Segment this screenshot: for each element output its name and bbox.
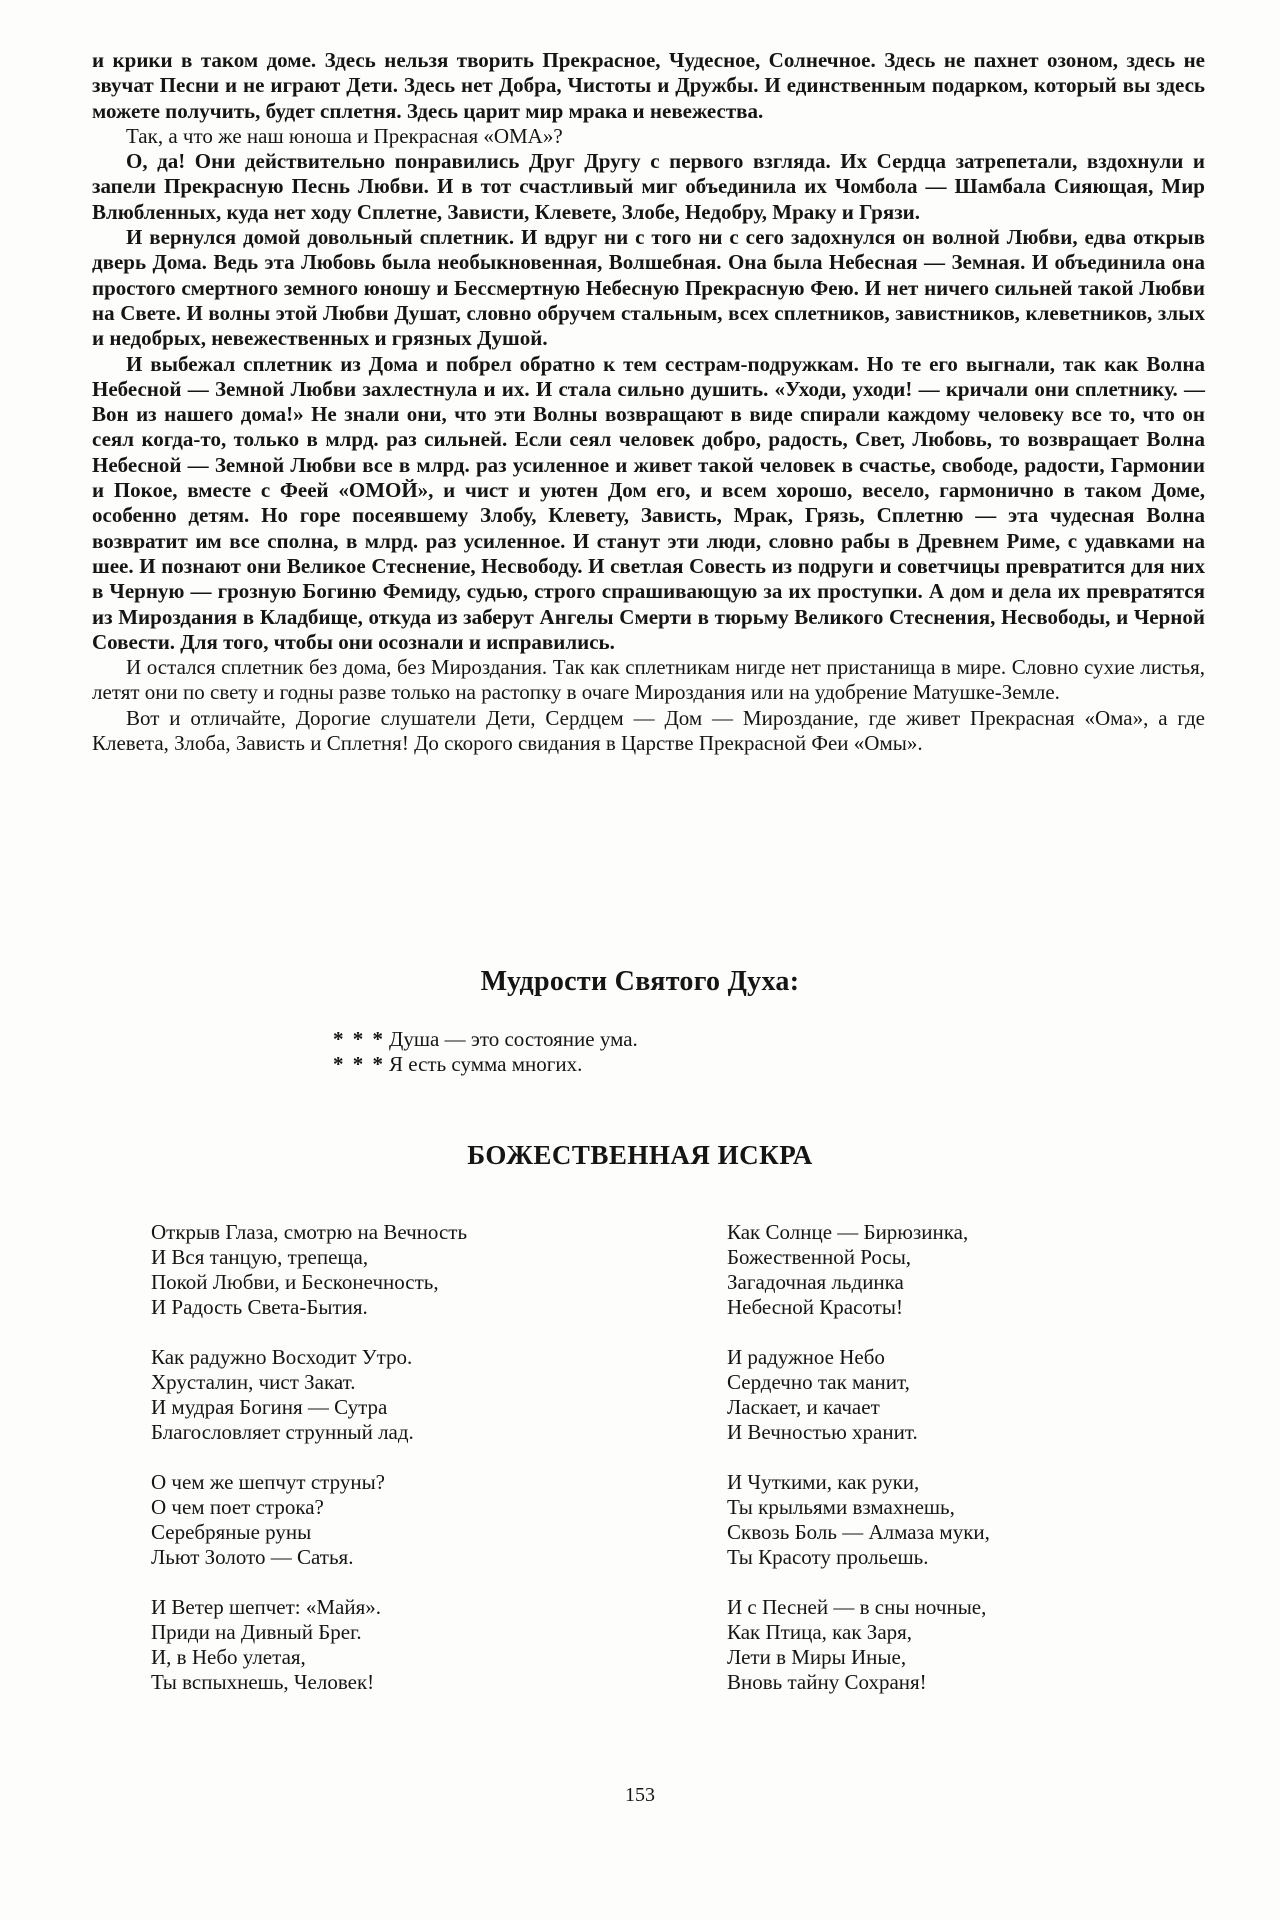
wisdom-item: [333, 1027, 638, 1052]
poem-line: Ты крыльями взмахнешь,: [727, 1495, 955, 1519]
poem-line: И Ветер шепчет: «Майя».: [151, 1595, 382, 1619]
poem-line: И Вечностью хранит.: [727, 1420, 918, 1444]
poem-line: Ты вспыхнешь, Человек!: [151, 1670, 375, 1694]
paragraph: и крики в таком доме. Здесь нельзя творить Прекрасное, Чудесное, Солнечное. Здесь не пахнет озоном, здесь не звучат Песни и не играют Дети. Здесь нет Добра, Чистоты и Дружбы. И единственным подарком, который вы здесь можете получить, будет сплетня. Здесь царит мир мрака и невежества.: [92, 48, 1205, 123]
paragraph: И вернулся домой довольный сплетник. И вдруг ни с того ни с сего задохнулся он волной Любви, едва открыв дверь Дома. Ведь эта Любовь была необыкновенная, Волшебная. Она была Небесная — Земная. И объединила она простого смертного земного юношу и Бессмертную Небесную Прекрасную Фею. И нет ничего сильней такой Любви на Свете. И волны этой Любви Душат, словно обручем стальным, всех сплетников, завистников, клеветников, злых и недобрых, невежественных и грязных Душой.: [92, 225, 1205, 351]
poem-line: Загадочная льдинка: [727, 1270, 904, 1294]
asterisk-marker: * * *: [333, 1052, 385, 1076]
page-number: 153: [625, 1784, 655, 1806]
poem-line: Как Птица, как Заря,: [727, 1620, 913, 1644]
poem-stanza: [727, 1220, 990, 1320]
poem-line: Сквозь Боль — Алмаза муки,: [727, 1520, 990, 1544]
poem-line: Как радужно Восходит Утро.: [151, 1345, 413, 1369]
poem-line: Приди на Дивный Брег.: [151, 1620, 362, 1644]
paragraph: И выбежал сплетник из Дома и побрел обратно к тем сестрам-подружкам. Но те его выгнали, так как Волна Небесной — Земной Любви захлестнула и их. И стала сильно душить. «Уходи, уходи! — кричали они сплетнику. — Вон из нашего дома!» Не знали они, что эти Волны возвращают в виде спирали каждому человеку все то, что он сеял когда-то, только в млрд. раз сильней. Если сеял человек добро, радость, Свет, Любовь, то возвращает Волна Небесной — Земной Любви все в млрд. раз усиленное и живет такой человек в счастье, свободе, радости, Гармонии и Покое, вместе с Феей «ОМОЙ», и чист и уютен Дом его, и всем хорошо, весело, гармонично в таком Доме, особенно детям. Но горе посеявшему Злобу, Клевету, Зависть, Мрак, Грязь, Сплетню — эта чудесная Волна возвратит им все сполна, в млрд. раз усиленное. И станут эти люди, словно рабы в Древнем Риме, с удавками на шее. И познают они Великое Стеснение, Несвободу. И светлая Совесть из подруги и советчицы превратится для них в Черную — грозную Богиню Фемиду, судью, строго спрашивающую за их проступки. А дом и дела их превратятся из Мироздания в Кладбище, откуда из заберут Ангелы Смерти в тюрьму Великого Стеснения, Несвободы, и Черной Совести. Для того, чтобы они осознали и исправились.: [92, 351, 1205, 654]
poem-line: Божественной Росы,: [727, 1245, 912, 1269]
poem-line: О чем поет строка?: [151, 1495, 324, 1519]
poem-stanza: [151, 1220, 467, 1320]
poem-stanza: [727, 1345, 990, 1445]
poem-line: Вновь тайну Сохраня!: [727, 1670, 927, 1694]
poem-line: И Вся танцую, трепеща,: [151, 1245, 369, 1269]
poem-line: Сердечно так манит,: [727, 1370, 910, 1394]
paragraph: Вот и отличайте, Дорогие слушатели Дети, Сердцем — Дом — Мироздание, где живет Прекрасная «Ома», а где Клевета, Злоба, Зависть и Сплетня! До скорого свидания в Царстве Прекрасной Феи «Омы».: [92, 705, 1205, 756]
poem-line: И с Песней — в сны ночные,: [727, 1595, 987, 1619]
poem-line: И мудрая Богиня — Сутра: [151, 1395, 388, 1419]
paragraph: И остался сплетник без дома, без Мироздания. Так как сплетникам нигде нет пристанища в мире. Словно сухие листья, летят они по свету и годны разве только на растопку в очаге Мироздания или на удобрение Матушке-Земле.: [92, 655, 1205, 705]
poem-line: Ты Красоту прольешь.: [727, 1545, 929, 1569]
poem-line: Ласкает, и качает: [727, 1395, 880, 1419]
wisdom-heading: Мудрости Святого Духа:: [480, 966, 800, 997]
story-text: [92, 48, 1205, 756]
asterisk-marker: * * *: [333, 1027, 385, 1051]
wisdom-text: Я есть сумма многих.: [389, 1052, 583, 1076]
paragraph: О, да! Они действительно понравились Друг Другу с первого взгляда. Их Сердца затрепетали, вздохнули и запели Прекрасную Песнь Любви. И в тот счастливый миг объединила их Чомбола — Шамбала Сияющая, Мир Влюбленных, куда нет ходу Сплетне, Зависти, Клевете, Злобе, Недобру, Мраку и Грязи.: [92, 149, 1205, 224]
poem-line: Лети в Миры Иные,: [727, 1645, 907, 1669]
poem-line: Хрусталин, чист Закат.: [151, 1370, 356, 1394]
poem-column-left: [151, 1220, 467, 1720]
poem-line: И Радость Света-Бытия.: [151, 1295, 368, 1319]
wisdom-item: [333, 1052, 638, 1077]
poem-stanza: [151, 1595, 467, 1695]
poem-line: Покой Любви, и Бесконечность,: [151, 1270, 439, 1294]
poem-stanza: [151, 1345, 467, 1445]
poem-line: Небесной Красоты!: [727, 1295, 903, 1319]
poem-line: И, в Небо улетая,: [151, 1645, 306, 1669]
wisdom-text: Душа — это состояние ума.: [389, 1027, 638, 1051]
poem-stanza: [727, 1595, 990, 1695]
poem-line: Открыв Глаза, смотрю на Вечность: [151, 1220, 468, 1244]
poem-line: Серебряные руны: [151, 1520, 312, 1544]
poem-line: И Чуткими, как руки,: [727, 1470, 920, 1494]
poem-line: И радужное Небо: [727, 1345, 885, 1369]
wisdom-list: [333, 1027, 638, 1077]
poem-stanza: [151, 1470, 467, 1570]
poem-line: Благословляет струнный лад.: [151, 1420, 414, 1444]
poem-column-right: [727, 1220, 990, 1720]
poem-title: БОЖЕСТВЕННАЯ ИСКРА: [467, 1140, 813, 1170]
poem-line: О чем же шепчут струны?: [151, 1470, 386, 1494]
poem-line: Как Солнце — Бирюзинка,: [727, 1220, 969, 1244]
paragraph: Так, а что же наш юноша и Прекрасная «ОМА»?: [126, 123, 563, 148]
poem-stanza: [727, 1470, 990, 1570]
poem-line: Льют Золото — Сатья.: [151, 1545, 354, 1569]
